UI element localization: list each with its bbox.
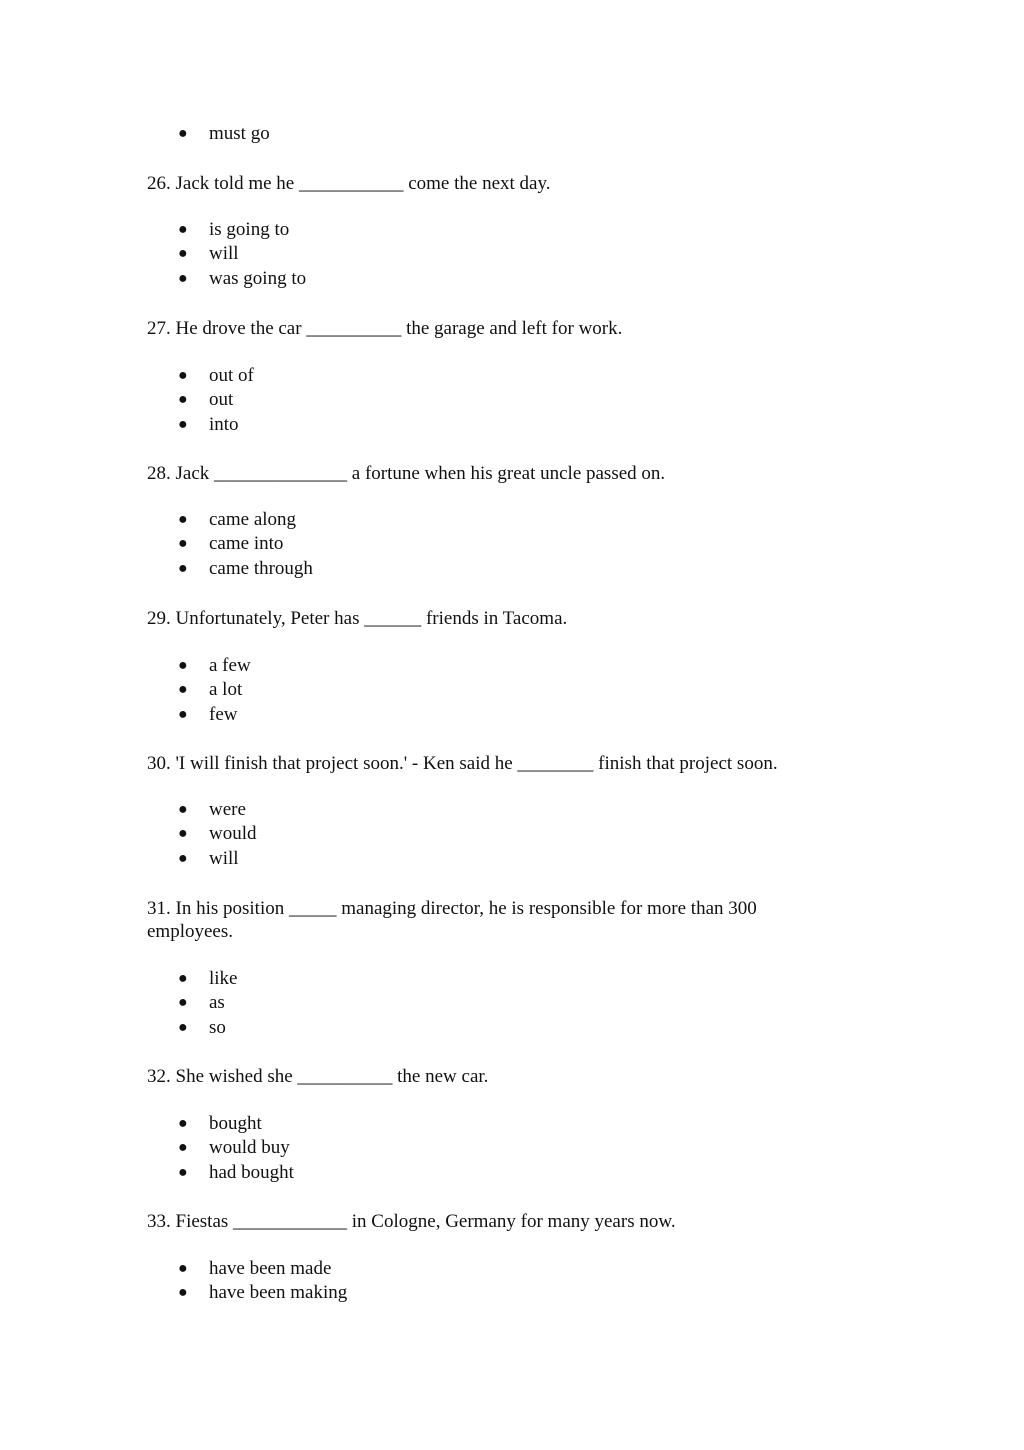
option-text: have been made: [209, 1258, 332, 1279]
option-item: [178, 703, 251, 727]
option-list-33: [178, 1257, 347, 1306]
question-29: 29. Unfortunately, Peter has ______ friends in Tacoma.: [147, 608, 568, 629]
bullet-icon: ●: [178, 1115, 188, 1132]
question-27: 27. He drove the car __________ the garage and left for work.: [147, 318, 623, 339]
option-text: a few: [209, 655, 251, 676]
bullet-icon: ●: [178, 1139, 188, 1157]
option-text: out: [209, 389, 234, 411]
option-item: [178, 267, 306, 291]
option-item: [178, 1161, 294, 1185]
option-text: came into: [209, 533, 284, 555]
question-32: 32. She wished she __________ the new car.: [147, 1066, 489, 1087]
option-item: [178, 413, 254, 437]
option-item: [178, 1136, 294, 1160]
option-list-32: [178, 1112, 294, 1185]
bullet-icon: ●: [178, 1018, 188, 1036]
option-item: [178, 967, 238, 991]
option-item: [178, 654, 251, 678]
bullet-icon: ●: [178, 1163, 188, 1181]
option-item: [178, 122, 270, 146]
option-text: into: [209, 413, 239, 435]
question-31: 31. In his position _____ managing director, he is responsible for more than 300 employees.: [147, 898, 757, 942]
option-item: [178, 532, 313, 556]
option-text: will: [209, 243, 239, 265]
bullet-icon: ●: [178, 559, 188, 577]
bullet-icon: ●: [178, 825, 188, 843]
option-item: [178, 1112, 294, 1136]
option-list-31: [178, 967, 238, 1040]
option-item: [178, 1281, 347, 1305]
option-list-28: [178, 508, 313, 581]
leading-option-list: [178, 122, 270, 146]
bullet-icon: ●: [178, 1284, 188, 1302]
option-list-26: [178, 218, 306, 291]
option-text: had bought: [209, 1161, 294, 1183]
bullet-icon: ●: [178, 245, 188, 263]
option-text: would buy: [209, 1137, 290, 1159]
option-item: [178, 218, 306, 242]
option-item: [178, 242, 306, 266]
option-text: bought: [209, 1113, 262, 1134]
bullet-icon: ●: [178, 269, 188, 287]
bullet-icon: ●: [178, 994, 188, 1012]
bullet-icon: ●: [178, 1260, 188, 1277]
option-text: would: [209, 823, 257, 845]
option-item: [178, 364, 254, 388]
option-item: [178, 678, 251, 702]
bullet-icon: ●: [178, 367, 188, 384]
bullet-icon: ●: [178, 657, 188, 674]
option-item: [178, 798, 257, 822]
bullet-icon: ●: [178, 970, 188, 987]
option-list-27: [178, 364, 254, 437]
option-text: few: [209, 703, 238, 725]
option-text: so: [209, 1016, 226, 1038]
bullet-icon: ●: [178, 511, 188, 528]
option-text: is going to: [209, 219, 290, 240]
option-item: [178, 991, 238, 1015]
option-item: [178, 822, 257, 846]
bullet-icon: ●: [178, 221, 188, 238]
option-text: as: [209, 992, 225, 1014]
option-item: [178, 388, 254, 412]
bullet-icon: ●: [178, 125, 188, 142]
bullet-icon: ●: [178, 705, 188, 723]
option-item: [178, 847, 257, 871]
option-text: a lot: [209, 679, 243, 701]
bullet-icon: ●: [178, 849, 188, 867]
bullet-icon: ●: [178, 681, 188, 699]
question-26: 26. Jack told me he ___________ come the next day.: [147, 173, 551, 194]
bullet-icon: ●: [178, 391, 188, 409]
option-text: came along: [209, 509, 297, 530]
question-30: 30. 'I will finish that project soon.' - Ken said he ________ finish that project soon.: [147, 753, 778, 774]
option-item: [178, 1016, 238, 1040]
option-text: will: [209, 847, 239, 869]
option-item: [178, 508, 313, 532]
question-33: 33. Fiestas ____________ in Cologne, Germany for many years now.: [147, 1211, 676, 1232]
option-text: came through: [209, 557, 313, 579]
question-28: 28. Jack ______________ a fortune when his great uncle passed on.: [147, 463, 666, 484]
bullet-icon: ●: [178, 415, 188, 433]
bullet-icon: ●: [178, 535, 188, 553]
option-item: [178, 1257, 347, 1281]
option-item: [178, 557, 313, 581]
option-text: like: [209, 968, 238, 989]
option-list-30: [178, 798, 257, 871]
bullet-icon: ●: [178, 801, 188, 818]
option-text: were: [209, 799, 246, 820]
option-text: was going to: [209, 267, 307, 289]
option-list-29: [178, 654, 251, 727]
option-text: out of: [209, 365, 254, 386]
option-text: must go: [209, 123, 270, 144]
option-text: have been making: [209, 1282, 348, 1304]
